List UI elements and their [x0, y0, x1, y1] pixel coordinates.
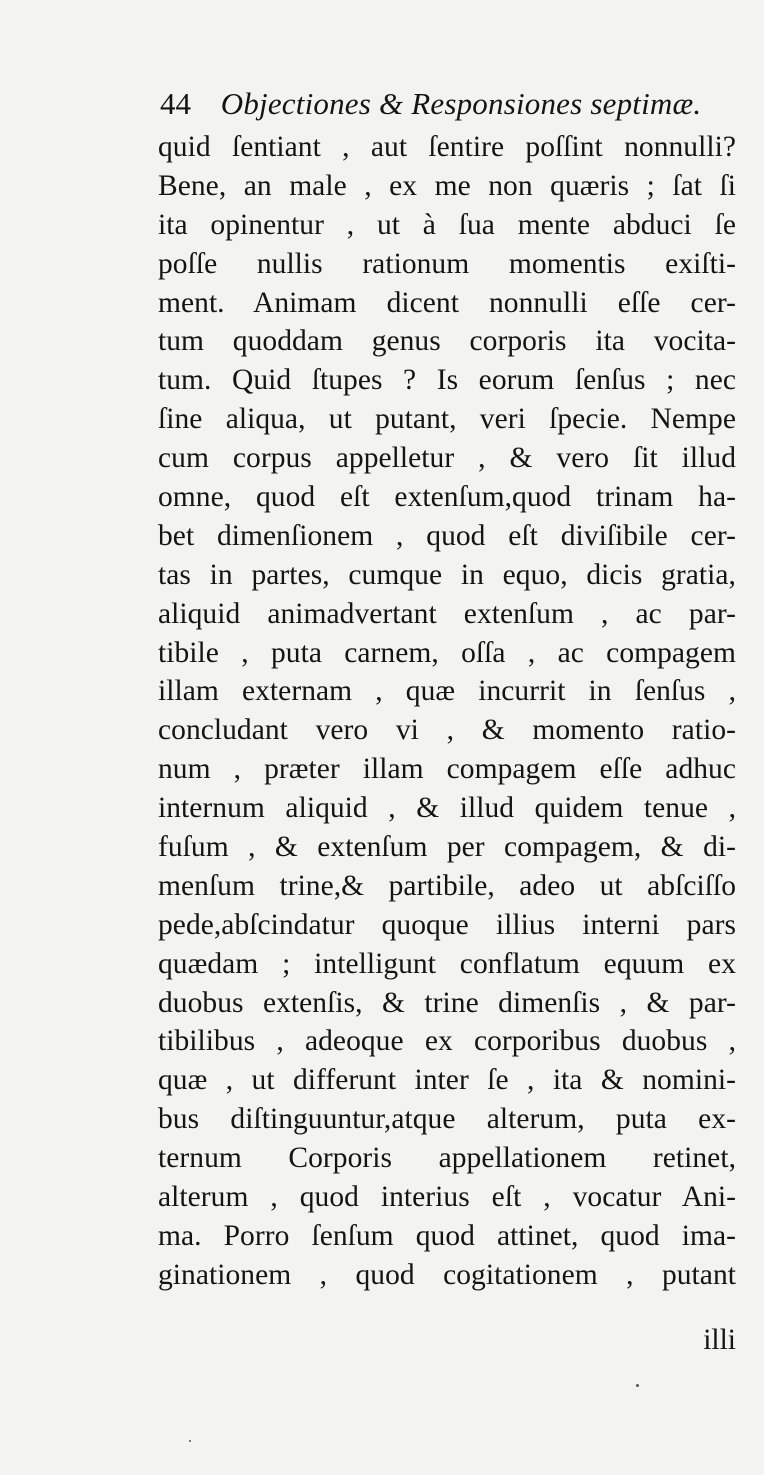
text-line: concludant vero vi , & momento ratio-: [158, 714, 736, 747]
print-speck: [636, 1384, 639, 1387]
text-line: tibilibus , adeoque ex corporibus duobus ,: [158, 1025, 736, 1058]
text-line: ma. Porro ſenſum quod attinet, quod ima-: [158, 1219, 736, 1252]
text-line: quid ſentiant , aut ſentire poſſint nonnulli?: [158, 131, 736, 163]
text-line: illam externam , quæ incurrit in ſenſus ,: [158, 675, 736, 708]
text-line: omne, quod eſt extenſum,quod trinam ha-: [158, 481, 736, 514]
text-line: ment. Animam dicent nonnulli eſſe cer-: [158, 286, 736, 319]
text-line: quædam ; intelligunt conflatum equum ex: [158, 947, 736, 980]
page-header: [160, 82, 720, 126]
text-line: internum aliquid , & illud quidem tenue ,: [158, 792, 736, 825]
text-line: ternum Corporis appellationem retinet,: [158, 1142, 736, 1175]
text-line: tas in partes, cumque in equo, dicis gratia,: [158, 558, 736, 591]
text-line: fuſum , & extenſum per compagem, & di-: [158, 831, 736, 864]
text-line: num , præter illam compagem eſſe adhuc: [158, 753, 736, 786]
running-head: Objectiones & Responsiones septimæ.: [220, 86, 702, 121]
text-line: tum quoddam genus corporis ita vocita-: [158, 325, 736, 358]
text-line: ginationem , quod cogitationem , putant: [158, 1258, 736, 1291]
text-line: cum corpus appelletur , & vero ſit illud: [158, 442, 736, 475]
text-line: quæ , ut differunt inter ſe , ita & nomini-: [158, 1064, 736, 1097]
text-line: ſine aliqua, ut putant, veri ſpecie. Nempe: [158, 403, 736, 436]
text-line: aliquid animadvertant extenſum , ac par-: [158, 597, 736, 630]
text-line: ita opinentur , ut à ſua mente abduci ſe: [158, 208, 736, 241]
text-line: alterum , quod interius eſt , vocatur Ani-: [158, 1181, 736, 1214]
text-line: Bene, an male , ex me non quæris ; ſat ſi: [158, 169, 736, 202]
text-line: tum. Quid ſtupes ? Is eorum ſenſus ; nec: [158, 364, 736, 397]
catchword: illi: [703, 1324, 736, 1356]
text-line: tibile , puta carnem, oſſa , ac compagem: [158, 636, 736, 669]
text-line: menſum trine,& partibile, adeo ut abſciſſo: [158, 869, 736, 902]
page-number: 44: [160, 86, 191, 121]
text-line: pede,abſcindatur quoque illius interni pars: [158, 908, 736, 941]
text-line: bus diſtinguuntur,atque alterum, puta ex-: [158, 1103, 736, 1136]
text-line: bet dimenſionem , quod eſt diviſibile cer-: [158, 519, 736, 552]
body-text: [158, 128, 736, 1295]
print-speck: [189, 1440, 191, 1442]
text-line: duobus extenſis, & trine dimenſis , & par-: [158, 986, 736, 1019]
text-line: poſſe nullis rationum momentis exiſti-: [158, 247, 736, 280]
